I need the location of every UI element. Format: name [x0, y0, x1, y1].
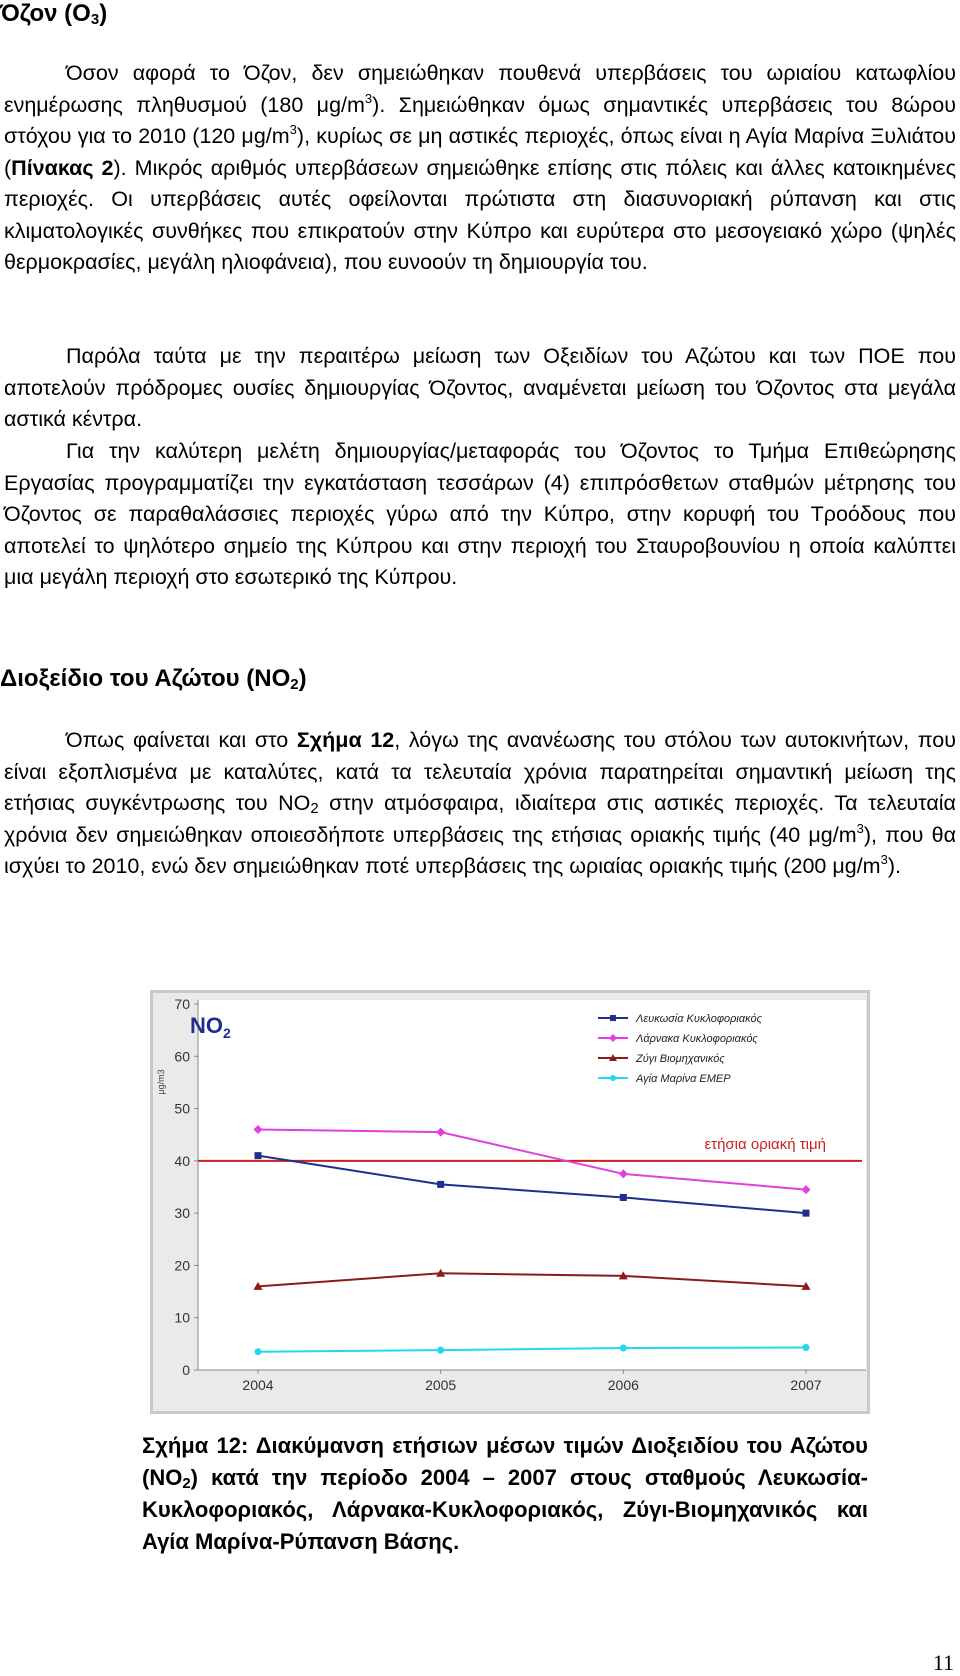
- ozone-paragraph-3: Για την καλύτερη μελέτη δημιουργίας/μεταφοράς του Όζοντος το Τμήμα Επιθεώρησης Εργασίας προγραμματίζει την εγκατάσταση τεσσάρων (4) επιπρόσθετων σταθμών μέτρησης του Όζοντος σε παραθαλάσσιες περιοχές γύρω από την Κύπρο, στην κορυφή του Τροόδους που αποτελεί το ψηλότερο σημείο της Κύπρου και στην περιοχή του Σταυροβουνίου η οποία καλύπτει μια μεγάλη περιοχή στο εσωτερικό της Κύπρου.: [4, 439, 956, 589]
- x-tick-label: 2005: [425, 1377, 457, 1393]
- legend-swatch-marker: [610, 1015, 616, 1021]
- data-point: [437, 1181, 444, 1188]
- no2-heading: Διοξείδιο του Αζώτου $(NO_2)$: [0, 665, 307, 693]
- y-tick-label: 40: [174, 1152, 190, 1169]
- legend-label: Λάρνακα Κυκλοφοριακός: [636, 1033, 758, 1045]
- no2-chart-svg: [150, 990, 870, 1414]
- x-tick-label: 2006: [607, 1377, 639, 1393]
- legend-label: Ζύγι Βιομηχανικός: [636, 1053, 725, 1065]
- y-tick-label: 30: [174, 1205, 190, 1222]
- plot-area: [198, 1000, 866, 1370]
- data-point: [620, 1194, 627, 1201]
- data-point: [255, 1152, 262, 1159]
- x-tick-label: 2007: [790, 1377, 822, 1393]
- y-tick-label: 0: [182, 1362, 190, 1378]
- legend-label: Λευκωσία Κυκλοφοριακός: [636, 1013, 762, 1025]
- y-tick-label: 70: [174, 996, 190, 1012]
- data-point: [803, 1344, 810, 1351]
- data-point: [437, 1347, 444, 1354]
- legend-label: Αγία Μαρίνα EMEP: [636, 1073, 731, 1085]
- chart-title: $NO_2$: [190, 1013, 231, 1041]
- y-tick-label: 50: [174, 1100, 190, 1117]
- data-point: [620, 1345, 627, 1352]
- ozone-paragraph-1: Όσον αφορά το Όζον, δεν σημειώθηκαν πουθενά υπερβάσεις του ωριαίου κατωφλίου ενημέρωσης πληθυσμού (180 $\mu g/m^3$). Σημειώθηκαν όμως σημαντικές υπερβάσεις του 8ώρου στόχου για το 2010 (120 $\mu g/m^3$), κυρίως σε μη αστικές περιοχές, όπως είναι η Αγία Μαρίνα Ξυλιάτου (Πίνακας 2). Μικρός αριθμός υπερβάσεων σημειώθηκε επίσης στις πόλεις και άλλες κατοικημένες περιοχές. Οι υπερβάσεις αυτές οφείλονται πρώτιστα στη διασυνοριακή ρύπανση και στις κλιματολογικές συνθήκες που επικρατούν στην Κύπρο και ευρύτερα στο μεσογειακό χώρο (ψηλές θερμοκρασίες, μεγάλη ηλιοφάνεια), που ευνοούν τη δημιουργία του.: [4, 61, 957, 274]
- data-point: [803, 1210, 810, 1217]
- legend-swatch-marker: [610, 1075, 616, 1081]
- figure-caption: Σχήμα 12: Διακύμανση ετήσιων μέσων τιμών Διοξειδίου του Αζώτου $(NO_2)$ κατά την περίοδο 2004 – 2007 στους σταθμούς Λευκωσία-Κυκλοφοριακός, Λάρνακα-Κυκλοφοριακός, Ζύγι-Βιομηχανικός και Αγία Μαρίνα-Ρύπανση Βάσης.: [142, 1433, 868, 1554]
- ozone-paragraph-2: Παρόλα ταύτα με την περαιτέρω μείωση των Οξειδίων του Αζώτου και των ΠΟΕ που αποτελούν πρόδρομες ουσίες δημιουργίας Όζοντος, αναμένεται μείωση του Όζοντος στα μεγάλα αστικά κέντρα.: [4, 344, 956, 431]
- y-axis-label: μg/m3: [156, 1069, 166, 1095]
- reference-line-label: ετήσια οριακή τιμή: [704, 1135, 826, 1153]
- y-tick-label: 60: [174, 1048, 190, 1065]
- ozone-heading: Όζον $(O_3)$: [0, 0, 108, 28]
- y-tick-label: 20: [174, 1257, 190, 1274]
- no2-chart: [150, 990, 870, 1414]
- y-tick-label: 10: [174, 1309, 190, 1326]
- data-point: [255, 1348, 262, 1355]
- page-number: 11: [932, 1650, 954, 1675]
- x-tick-label: 2004: [242, 1377, 274, 1393]
- no2-paragraph-1: Όπως φαίνεται και στο Σχήμα 12, λόγω της ανανέωσης του στόλου των αυτοκινήτων, που είναι εξοπλισμένα με καταλύτες, κατά τα τελευταία χρόνια παρατηρείται σημαντική μείωση της ετήσιας συγκέντρωσης του $NO_2$ στην ατμόσφαιρα, ιδιαίτερα στις αστικές περιοχές. Τα τελευταία χρόνια δεν σημειώθηκαν οποιεσδήποτε υπερβάσεις της ετήσιας οριακής τιμής (40 $\mu g/m^3$), που θα ισχύει το 2010, ενώ δεν σημειώθηκαν ποτέ υπερβάσεις της ωριαίας οριακής τιμής (200 $\mu g/m^3$).: [4, 728, 956, 878]
